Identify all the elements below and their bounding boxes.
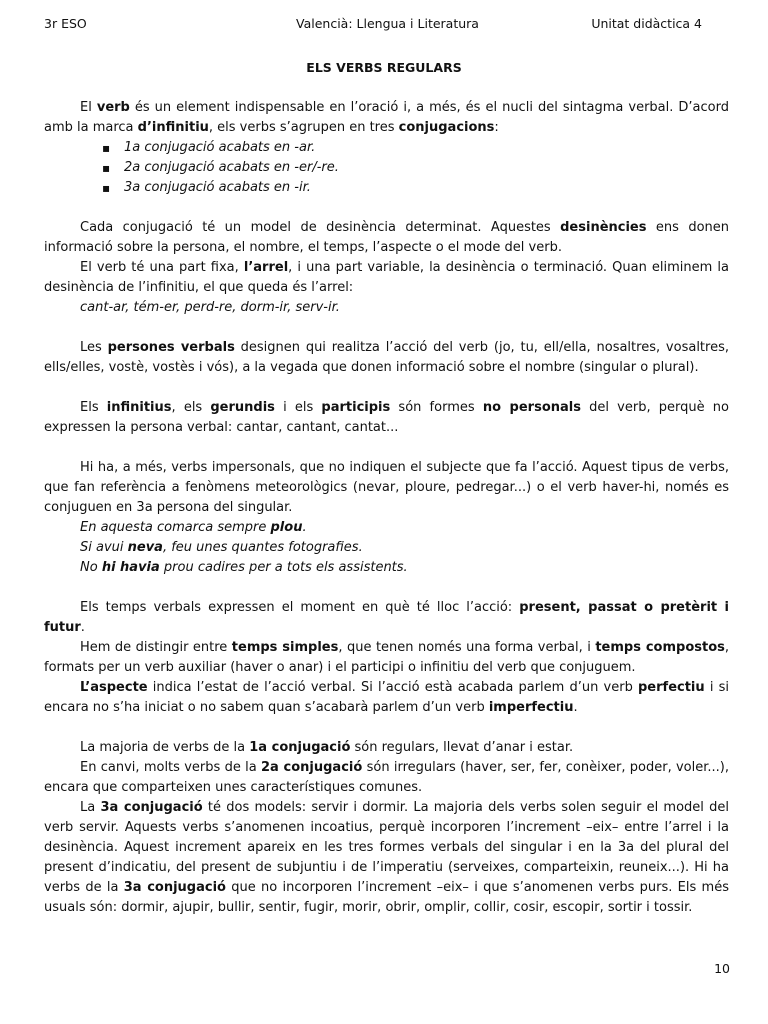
example-sentence: Si avui neva, feu unes quantes fotografies.	[80, 540, 363, 555]
header-unit: Unitat didàctica 4	[591, 16, 702, 31]
example-sentence: No hi havia prou cadires per a tots els assistents.	[80, 560, 408, 575]
document-body	[44, 98, 729, 918]
paragraph-impersonal: Hi ha, a més, verbs impersonals, que no indiquen el subjecte que fa l’acció. Aquest tipus de verbs, que fan referència a fenòmens meteorològics (nevar, ploure, pedregar...) o el verb haver-hi, només es conjuguen en 3a persona del singular.	[44, 460, 729, 515]
paragraph-persons: Les persones verbals designen qui realitza l’acció del verb (jo, tu, ell/ella, nosaltres, vosaltres, ells/elles, vostè, vostès i vós), a la vegada que donen informació sobre el nombre (singular o plural).	[44, 340, 729, 375]
example-sentence: En aquesta comarca sempre plou.	[80, 520, 307, 535]
conjugation-list	[44, 138, 729, 198]
paragraph-desinences: Cada conjugació té un model de desinència determinat. Aquestes desinències ens donen informació sobre la persona, el nombre, el temps, l’aspecte o el mode del verb.	[44, 220, 729, 255]
paragraph-simple-compound: Hem de distingir entre temps simples, que tenen només una forma verbal, i temps compostos, formats per un verb auxiliar (haver o anar) i el participi o infinitiu del verb que conjuguem.	[44, 640, 730, 675]
paragraph-non-personal: Els infinitius, els gerundis i els participis són formes no personals del verb, perquè no expressen la persona verbal: cantar, cantant, cantat...	[44, 400, 729, 435]
paragraph-root: El verb té una part fixa, l’arrel, i una part variable, la desinència o terminació. Quan eliminem la desinència de l’infinitiu, el que queda és l’arrel:	[44, 260, 729, 295]
header-subject: Valencià: Llengua i Literatura	[296, 16, 479, 31]
page-number: 10	[714, 961, 730, 976]
paragraph-tenses: Els temps verbals expressen el moment en què té lloc l’acció: present, passat o pretèrit i futur.	[44, 600, 729, 635]
root-examples: cant-ar, tém-er, perd-re, dorm-ir, serv-ir.	[80, 300, 340, 315]
header-course: 3r ESO	[44, 16, 87, 31]
page-title: ELS VERBS REGULARS	[306, 60, 462, 75]
list-item: ▪ 2a conjugació acabats en -er/-re.	[44, 158, 729, 178]
paragraph-third-conjugation: La 3a conjugació té dos models: servir i dormir. La majoria dels verbs solen seguir el model del verb servir. Aquests verbs s’anomenen incoatius, perquè incorporen l’increment –eix– entre l’arrel i la desinència. Aquest increment apareix en les tres formes verbals del singular i en la 3a del plural del present d’indicatiu, del present de subjuntiu i de l’imperatiu (serveixes, comparteixin, reuneix...). Hi ha verbs de la 3a conjugació que no incorporen l’increment –eix– i que s’anomenen verbs purs. Els més usuals són: dormir, ajupir, bullir, sentir, fugir, morir, obrir, omplir, collir, cosir, escopir, sortir i tossir.	[44, 800, 730, 915]
list-item: ▪ 3a conjugació acabats en -ir.	[44, 178, 729, 198]
paragraph-verb-intro: El verb és un element indispensable en l’oració i, a més, és el nucli del sintagma verbal. D’acord amb la marca d’infinitiu, els verbs s’agrupen en tres conjugacions:	[44, 100, 729, 135]
list-item: ▪ 1a conjugació acabats en -ar.	[44, 138, 729, 158]
paragraph-second-conjugation: En canvi, molts verbs de la 2a conjugació són irregulars (haver, ser, fer, conèixer, poder, voler...), encara que comparteixen unes característiques comunes.	[44, 760, 729, 795]
page-header	[44, 16, 702, 34]
paragraph-aspect: L’aspecte indica l’estat de l’acció verbal. Si l’acció està acabada parlem d’un verb perfectiu i si encara no s’ha iniciat o no sabem quan s’acabarà parlem d’un verb imperfectiu.	[44, 680, 729, 715]
paragraph-first-conjugation: La majoria de verbs de la 1a conjugació són regulars, llevat d’anar i estar.	[80, 740, 574, 755]
